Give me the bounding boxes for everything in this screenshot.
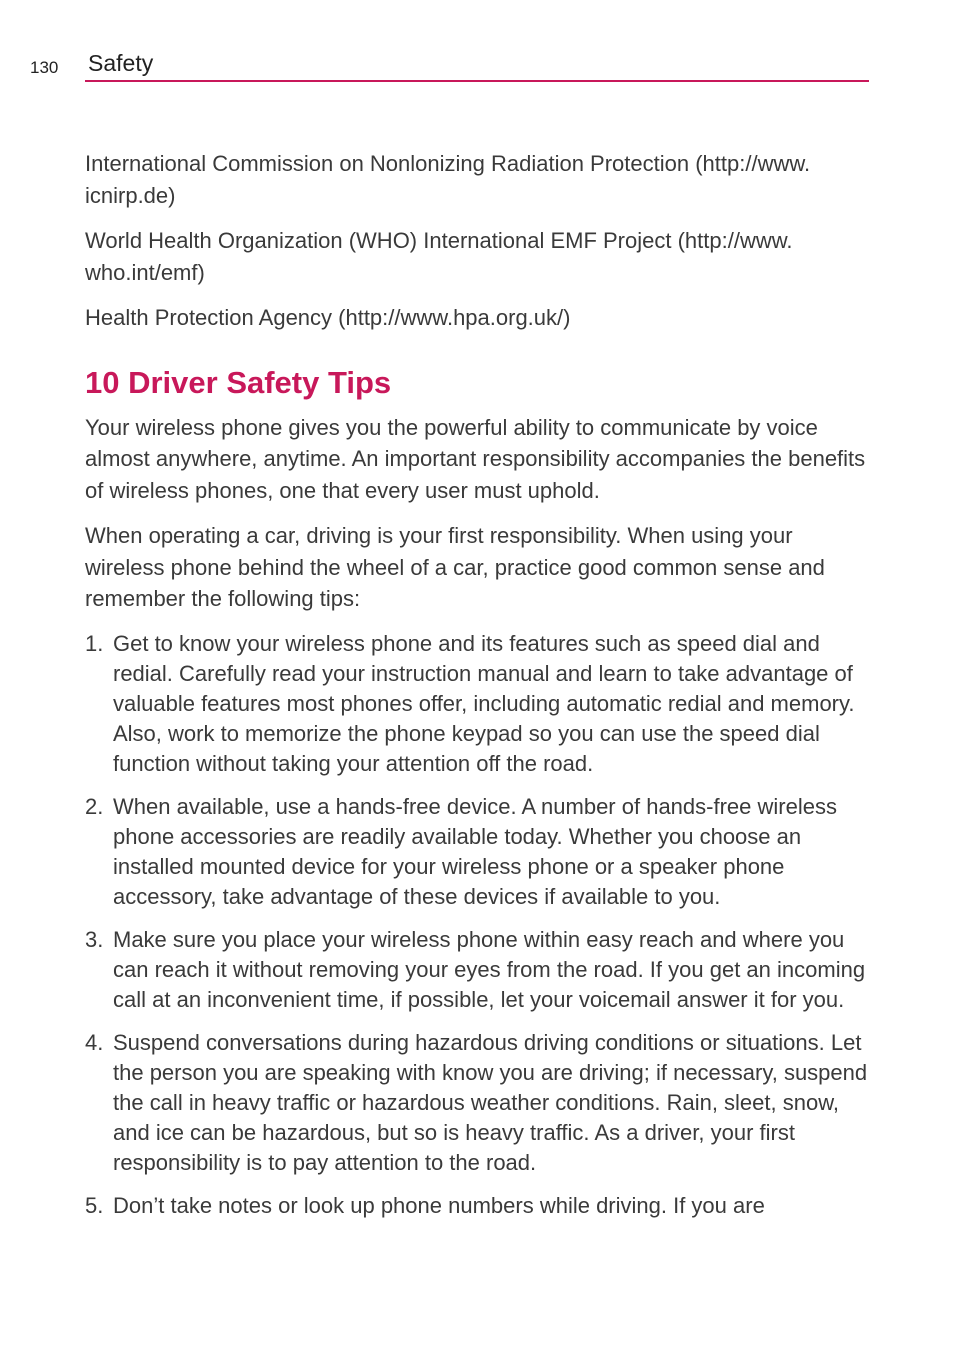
list-item	[85, 1191, 871, 1221]
list-item	[85, 925, 871, 1015]
header-divider	[85, 80, 869, 82]
section-title: Safety	[88, 50, 154, 76]
intro-paragraph: When operating a car, driving is your first responsibility. When using your wireless phone behind the wheel of a car, practice good common sense and remember the following tips:	[85, 523, 825, 611]
page-content	[85, 148, 871, 1234]
list-item	[85, 629, 871, 779]
list-item-text: When available, use a hands-free device. A number of hands-free wireless phone accessories are readily available today. Whether you choose an installed mounted device for your wireless phone or a speaker phone accessory, take advantage of these devices if available to you.	[113, 793, 837, 909]
list-item-number: 4.	[85, 1029, 104, 1055]
reference-icnirp: International Commission on Nonlonizing Radiation Protection (http://www. icnirp.de)	[85, 151, 811, 208]
page-header	[0, 0, 954, 90]
reference-who: World Health Organization (WHO) International EMF Project (http://www. who.int/emf)	[85, 228, 793, 285]
list-item-text: Don’t take notes or look up phone numbers while driving. If you are	[113, 1192, 765, 1218]
tips-list	[85, 629, 871, 1221]
list-item-text: Get to know your wireless phone and its features such as speed dial and redial. Carefully read your instruction manual and learn to take advantage of valuable features most phones offer, including automatic redial and memory. Also, work to memorize the phone keypad so you can use the speed dial function without taking your attention off the road.	[113, 630, 855, 776]
intro-paragraph: Your wireless phone gives you the powerful ability to communicate by voice almost anywhere, anytime. An important responsibility accompanies the benefits of wireless phones, one that every user must uphold.	[85, 414, 866, 503]
list-item	[85, 1028, 871, 1178]
page-number: 130	[30, 58, 59, 77]
list-item-number: 2.	[85, 793, 104, 819]
list-item-text: Suspend conversations during hazardous driving conditions or situations. Let the person you are speaking with know you are driving; if necessary, suspend the call in heavy traffic or hazardous weather conditions. Rain, sleet, snow, and ice can be hazardous, but so is heavy traffic. As a driver, your first responsibility is to pay attention to the road.	[113, 1029, 868, 1175]
section-heading: 10 Driver Safety Tips	[85, 364, 392, 400]
list-item-number: 5.	[85, 1192, 104, 1218]
list-item-number: 3.	[85, 926, 104, 952]
list-item-number: 1.	[85, 630, 104, 656]
list-item	[85, 792, 871, 912]
reference-hpa: Health Protection Agency (http://www.hpa.org.uk/)	[85, 305, 571, 330]
list-item-text: Make sure you place your wireless phone within easy reach and where you can reach it without removing your eyes from the road. If you get an incoming call at an inconvenient time, if possible, let your voicemail answer it for you.	[113, 926, 866, 1012]
